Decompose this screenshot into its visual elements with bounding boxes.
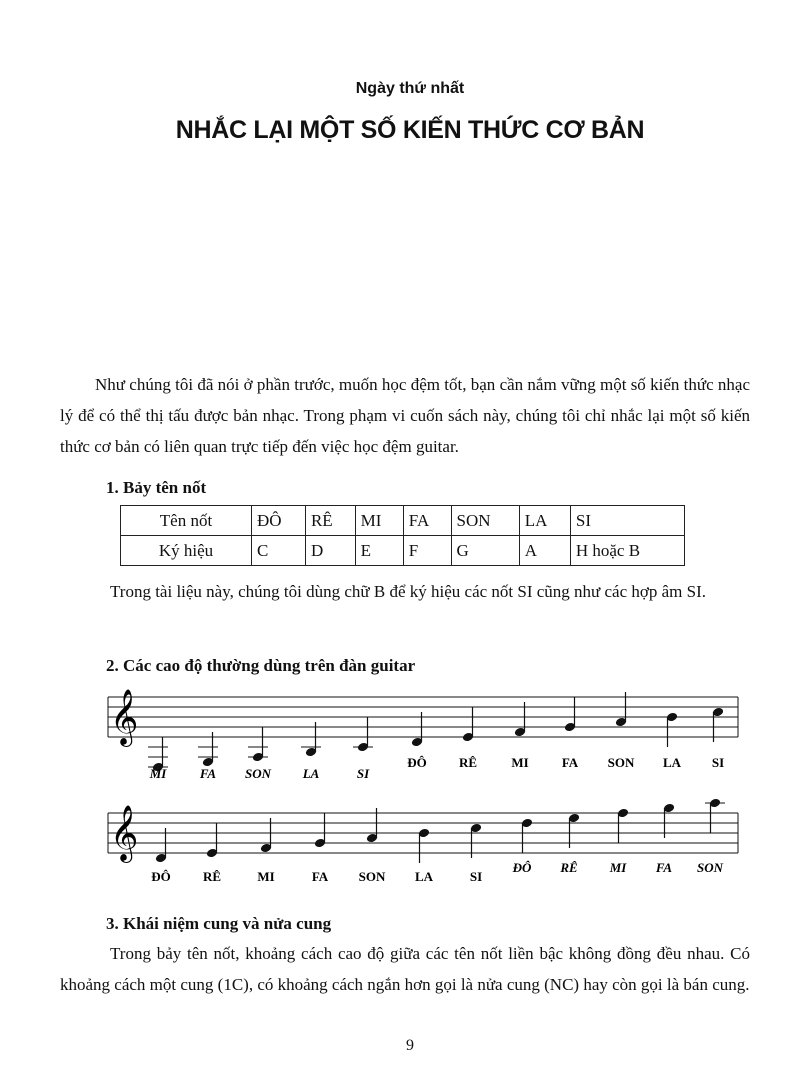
note-name-label: ĐÔ (151, 869, 171, 884)
note-name-label: SI (356, 766, 370, 781)
note-name-label: SON (244, 766, 272, 781)
treble-clef-icon: 𝄞 (110, 805, 139, 861)
note-name-label: RÊ (560, 860, 578, 875)
music-staff-2 (0, 780, 800, 890)
table-cell: FA (403, 506, 451, 536)
note-name-label: ĐÔ (407, 755, 427, 770)
table-cell: C (252, 536, 306, 566)
chapter-title: NHẮC LẠI MỘT SỐ KIẾN THỨC CƠ BẢN (175, 116, 645, 144)
table-cell: LA (519, 506, 570, 536)
note-name-label: LA (414, 869, 434, 884)
music-staff-1 (0, 680, 800, 790)
note-names-table (120, 505, 685, 566)
note-name-label: SON (358, 869, 386, 884)
tone-semitone-paragraph: Trong bảy tên nốt, khoảng cách cao độ giữa các tên nốt liền bậc không đồng đều nhau. Có khoảng cách một cung (1C), có khoảng cách ngắn hơn gọi là nửa cung (NC) hay còn gọi là bán cung. (60, 944, 750, 994)
note-name-label: LA (302, 766, 320, 781)
table-cell: E (355, 536, 403, 566)
table-cell: A (519, 536, 570, 566)
note-name-label: FA (561, 755, 579, 770)
note-name-label: RÊ (458, 755, 478, 770)
table-cell: ĐÔ (252, 506, 306, 536)
table-cell: SI (570, 506, 684, 536)
table-cell: SON (451, 506, 519, 536)
note-name-label: FA (199, 766, 217, 781)
section-heading-tone-semitone: 3. Khái niệm cung và nửa cung (106, 914, 332, 933)
note-name-label: MI (257, 869, 275, 884)
section-heading-note-names: 1. Bảy tên nốt (106, 478, 207, 497)
page-number: 9 (406, 1037, 414, 1054)
table-row (121, 536, 685, 566)
table-row-label: Ký hiệu (121, 536, 252, 566)
note-name-label: MI (149, 766, 167, 781)
table-cell: F (403, 536, 451, 566)
table-cell: MI (355, 506, 403, 536)
table-cell: D (305, 536, 355, 566)
note-name-label: MI (511, 755, 529, 770)
day-subtitle: Ngày thứ nhất (355, 80, 465, 97)
intro-paragraph: Như chúng tôi đã nói ở phần trước, muốn học đệm tốt, bạn cần nắm vững một số kiến thức nhạc lý để có thể thị tấu được bản nhạc. Trong phạm vi cuốn sách này, chúng tôi chỉ nhắc lại một số kiến thức cơ bản có liên quan trực tiếp đến việc học đệm guitar. (60, 375, 750, 456)
note-name-label: MI (609, 860, 627, 875)
note-name-label: SON (696, 860, 724, 875)
table-row (121, 506, 685, 536)
treble-clef-icon: 𝄞 (110, 689, 139, 745)
note-name-label: FA (311, 869, 329, 884)
note-name-label: FA (655, 860, 673, 875)
note-name-label: SI (711, 755, 725, 770)
note-name-label: SON (607, 755, 635, 770)
note-name-label: ĐÔ (512, 860, 532, 875)
table-cell: H hoặc B (570, 536, 684, 566)
note-name-label: SI (469, 869, 483, 884)
table-row-label: Tên nốt (121, 506, 252, 536)
table-cell: RÊ (305, 506, 355, 536)
table-cell: G (451, 536, 519, 566)
section-heading-pitches: 2. Các cao độ thường dùng trên đàn guitar (106, 656, 416, 675)
symbol-note-paragraph: Trong tài liệu này, chúng tôi dùng chữ B để ký hiệu các nốt SI cũng như các hợp âm SI. (110, 582, 707, 601)
note-name-label: RÊ (202, 869, 222, 884)
note-name-label: LA (662, 755, 682, 770)
